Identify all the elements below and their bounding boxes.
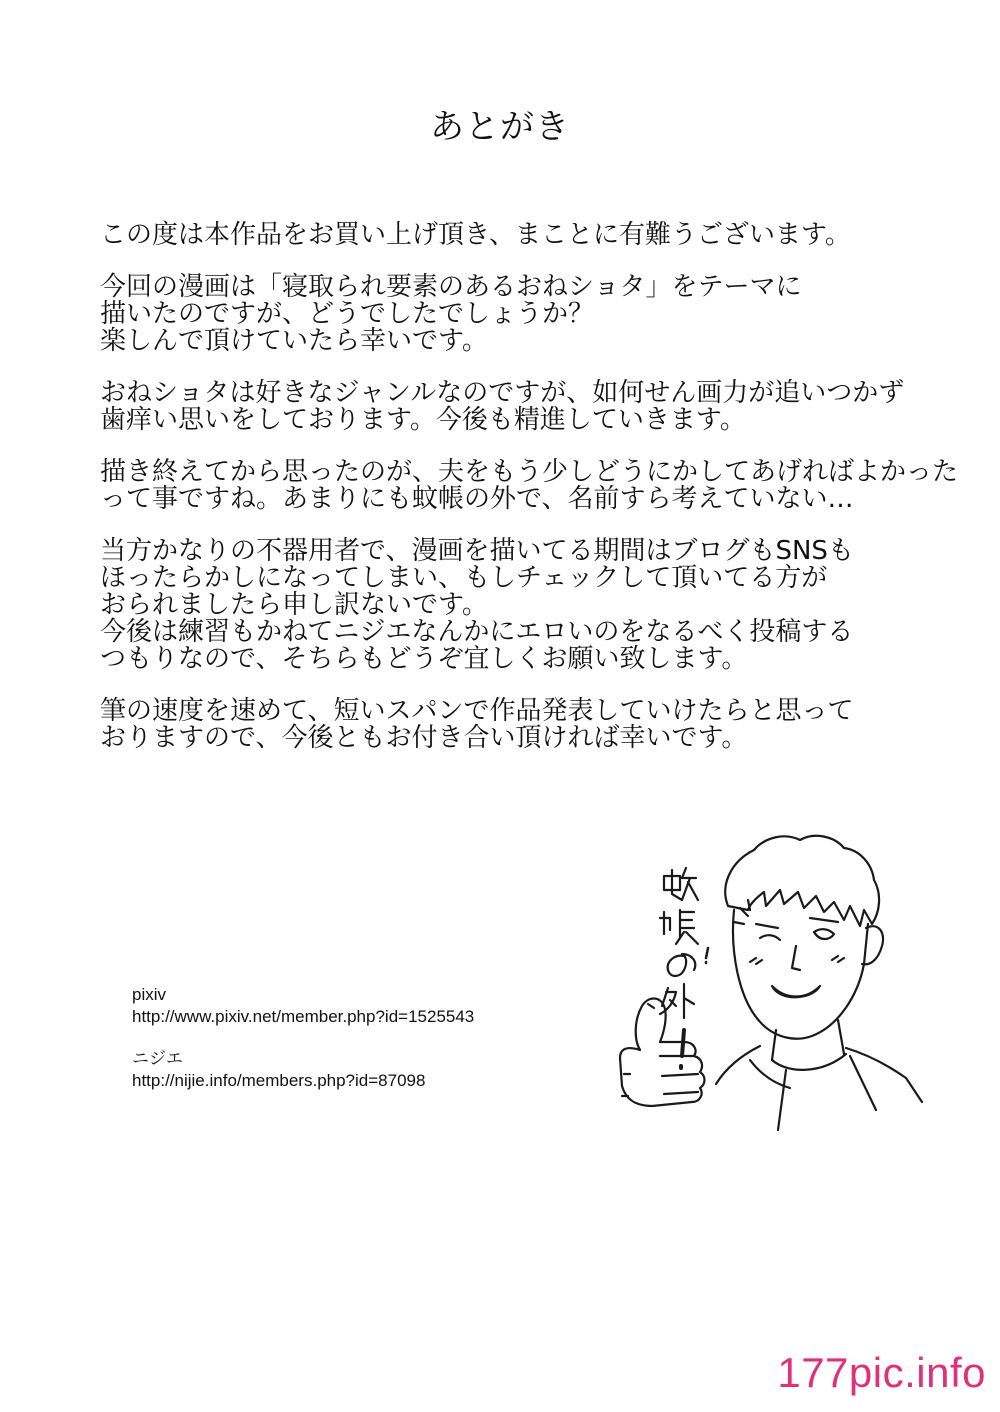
text-line: 今後は練習もかねてニジエなんかにエロいのをなるべく投稿する xyxy=(100,617,854,647)
text-line: 筆の速度を速めて、短いスパンで作品発表していけたらと思って xyxy=(100,696,854,726)
pixiv-label: pixiv xyxy=(132,985,167,1004)
text-line: って事ですね。あまりにも蚊帳の外で、名前すら考えていない… xyxy=(100,484,854,514)
nijie-link-block xyxy=(132,1048,592,1092)
text-line: 今回の漫画は「寝取られ要素のあるおねショタ」をテーマに xyxy=(100,272,802,302)
author-illustration xyxy=(600,820,930,1160)
site-watermark: 177pic.info xyxy=(777,1349,986,1396)
paragraph-genre xyxy=(100,380,980,434)
paragraph-theme xyxy=(100,274,980,355)
text-line: 描き終えてから思ったのが、夫をもう少しどうにかしてあげればよかった xyxy=(100,457,959,487)
nijie-url[interactable]: http://nijie.info/members.php?id=87098 xyxy=(132,1071,426,1090)
pixiv-url[interactable]: http://www.pixiv.net/member.php?id=1525543 xyxy=(132,1007,475,1026)
text-line: おりますので、今後ともお付き合い頂ければ幸いです。 xyxy=(100,723,748,753)
nijie-label: ニジエ xyxy=(132,1049,183,1068)
paragraph-thanks xyxy=(100,222,980,249)
text-line: つもりなので、そちらもどうぞ宜しくお願い致します。 xyxy=(100,644,748,674)
text-line: ほったらかしになってしまい、もしチェックして頂いてる方が xyxy=(100,563,828,593)
text-line: 歯痒い思いをしております。今後も精進していきます。 xyxy=(100,405,746,435)
author-links xyxy=(132,984,592,1112)
text-line: この度は本作品をお買い上げ頂き、まことに有難うございます。 xyxy=(100,220,851,250)
text-line: 当方かなりの不器用者で、漫画を描いてる期間はブログもSNSも xyxy=(100,536,854,566)
paragraph-husband xyxy=(100,459,980,513)
handwritten-caption-icon xyxy=(660,868,708,1068)
text-line: おねショタは好きなジャンルなのですが、如何せん画力が追いつかず xyxy=(100,378,905,408)
pixiv-link-block xyxy=(132,984,592,1028)
paragraph-sns xyxy=(100,538,980,673)
text-line: 楽しんで頂けていたら幸いです。 xyxy=(100,326,488,356)
afterword-body xyxy=(100,222,980,777)
page-title: あとがき xyxy=(430,107,570,147)
author-portrait-icon xyxy=(600,820,930,1160)
text-line: おられましたら申し訳ないです。 xyxy=(100,590,488,620)
paragraph-closing xyxy=(100,698,980,752)
text-line: 描いたのですが、どうでしたでしょうか？ xyxy=(100,299,595,329)
